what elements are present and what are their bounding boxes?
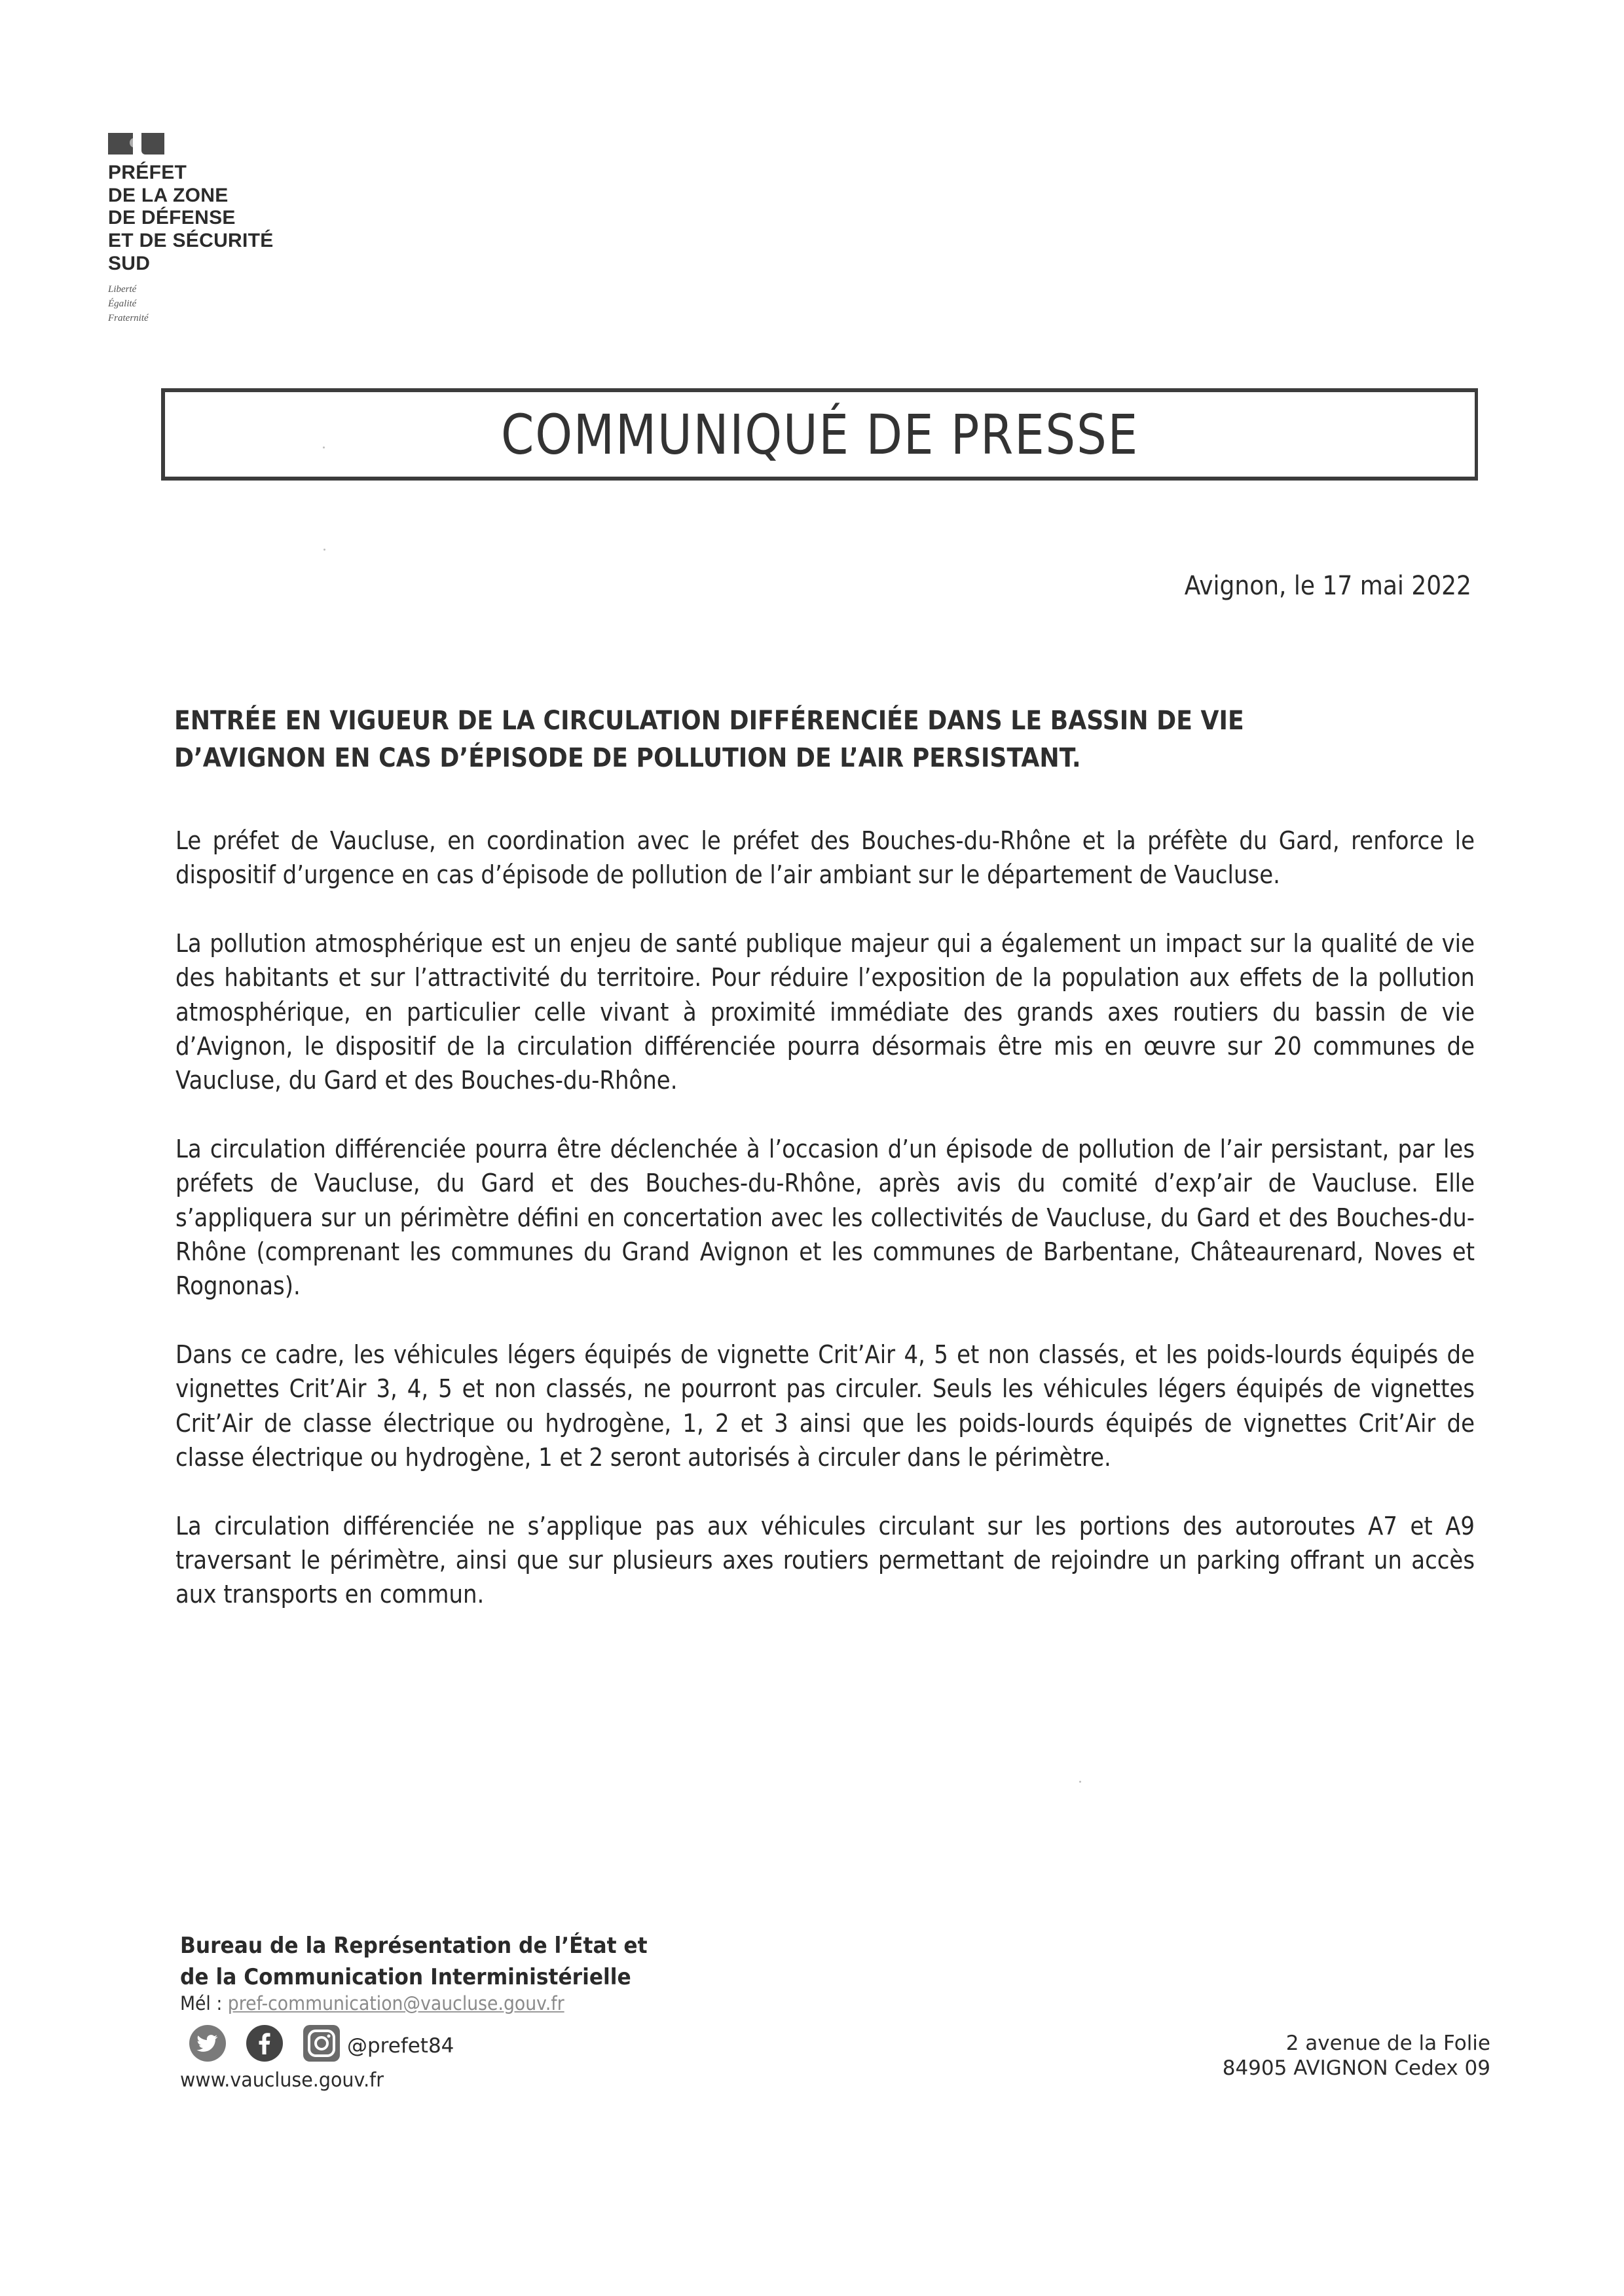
organization-line: PRÉFET — [108, 162, 187, 183]
date-line: Avignon, le 17 mai 2022 — [1184, 571, 1471, 601]
organization-name — [108, 162, 274, 276]
scan-speck — [323, 446, 325, 448]
mail-line — [180, 1992, 648, 2015]
paragraph — [175, 926, 1475, 1098]
flag-right-block — [141, 133, 164, 155]
address-line: 84905 AVIGNON Cedex 09 — [1222, 2056, 1490, 2080]
postal-address — [1223, 2031, 1490, 2081]
website-link[interactable]: www.vaucluse.gouv.fr — [180, 2069, 384, 2092]
press-release-title-box — [161, 388, 1478, 481]
motto-line: Liberté — [108, 283, 137, 295]
paragraph-text: La circulation différenciée ne s’applique pas aux véhicules circulant sur les portions des autoroutes A7 et A9 traversant le périmètre, ainsi que sur plusieurs axes routiers permettant de rejoindre un parking offrant un accès aux transports en commun. — [175, 1511, 1475, 1609]
scan-speck — [1079, 1781, 1081, 1783]
organization-line: DE LA ZONE — [108, 184, 229, 206]
paragraph-text: Le préfet de Vaucluse, en coordination avec le préfet des Bouches-du-Rhône et la préfète du Gard, renforce le dispositif d’urgence en cas d’épisode de pollution de l’air ambiant sur le département de Vaucluse. — [175, 826, 1475, 890]
instagram-icon[interactable] — [303, 2024, 341, 2062]
facebook-icon[interactable] — [246, 2024, 284, 2062]
paragraph — [175, 1509, 1475, 1612]
release-body — [175, 824, 1475, 1646]
paragraph-text: La circulation différenciée pourra être déclenchée à l’occasion d’un épisode de pollution de l’air persistant, par les préfets de Vaucluse, du Gard et des Bouches-du-Rhône, après avis du comité d’exp’air de Vaucluse. Elle s’appliquera sur un périmètre défini en concertation avec les collectivités de Vaucluse, du Gard et des Bouches-du-Rhône (comprenant les communes du Grand Avignon et les communes de Barbentane, Châteaurenard, Noves et Rognonas). — [175, 1134, 1475, 1301]
heading-line: D’AVIGNON EN CAS D’ÉPISODE DE POLLUTION DE L’AIR PERSISTANT. — [174, 743, 1081, 773]
prefecture-logo-block — [108, 133, 274, 325]
paragraph-text: La pollution atmosphérique est un enjeu de santé publique majeur qui a également un impact sur la qualité de vie des habitants et sur l’attractivité du territoire. Pour réduire l’exposition de la population aux effets de la pollution atmosphérique, en particulier celle vivant à proximité immédiate des grands axes routiers du bassin de vie d’Avignon, le dispositif de la circulation différenciée pourra désormais être mis en œuvre sur 20 communes de Vaucluse, du Gard et des Bouches-du-Rhône. — [175, 928, 1475, 1095]
bureau-name-line: de la Communication Interministérielle — [180, 1964, 631, 1990]
paragraph — [175, 1132, 1475, 1303]
motto-line: Fraternité — [108, 312, 149, 323]
organization-line: ET DE SÉCURITÉ — [108, 230, 274, 252]
contact-block — [180, 1930, 688, 2092]
social-links — [180, 2023, 688, 2064]
mail-label: Mél : — [180, 1992, 223, 2014]
mail-link[interactable]: pref-communication@vaucluse.gouv.fr — [227, 1992, 564, 2014]
republic-motto — [108, 282, 274, 325]
motto-line: Égalité — [108, 298, 137, 309]
address-line: 2 avenue de la Folie — [1285, 2032, 1490, 2055]
document-title: COMMUNIQUÉ DE PRESSE — [501, 402, 1139, 467]
bureau-name-line: Bureau de la Représentation de l’État et — [180, 1933, 648, 1959]
heading-line: ENTRÉE EN VIGUEUR DE LA CIRCULATION DIFFÉRENCIÉE DANS LE BASSIN DE VIE — [174, 706, 1244, 736]
marianne-profile — [130, 138, 138, 147]
paragraph — [175, 824, 1475, 892]
marianne-flag-icon — [108, 133, 164, 155]
organization-line: DE DÉFENSE — [108, 207, 236, 229]
organization-line: SUD — [108, 252, 151, 274]
paragraph — [175, 1338, 1475, 1475]
paragraph-text: Dans ce cadre, les véhicules légers équipés de vignette Crit’Air 4, 5 et non classés, et les poids-lourds équipés de vignettes Crit’Air 3, 4, 5 et non classés, ne pourront pas circuler. Seuls les véhicules légers équipés de vignettes Crit’Air de classe électrique ou hydrogène, 1, 2 et 3 ainsi que les poids-lourds équipés de vignettes Crit’Air de classe électrique ou hydrogène, 1 et 2 seront autorisés à circuler dans le périmètre. — [175, 1339, 1475, 1472]
twitter-icon[interactable] — [189, 2024, 227, 2062]
social-handle[interactable]: @prefet84 — [347, 2034, 454, 2058]
release-heading — [174, 702, 1475, 777]
scan-speck — [323, 549, 325, 551]
